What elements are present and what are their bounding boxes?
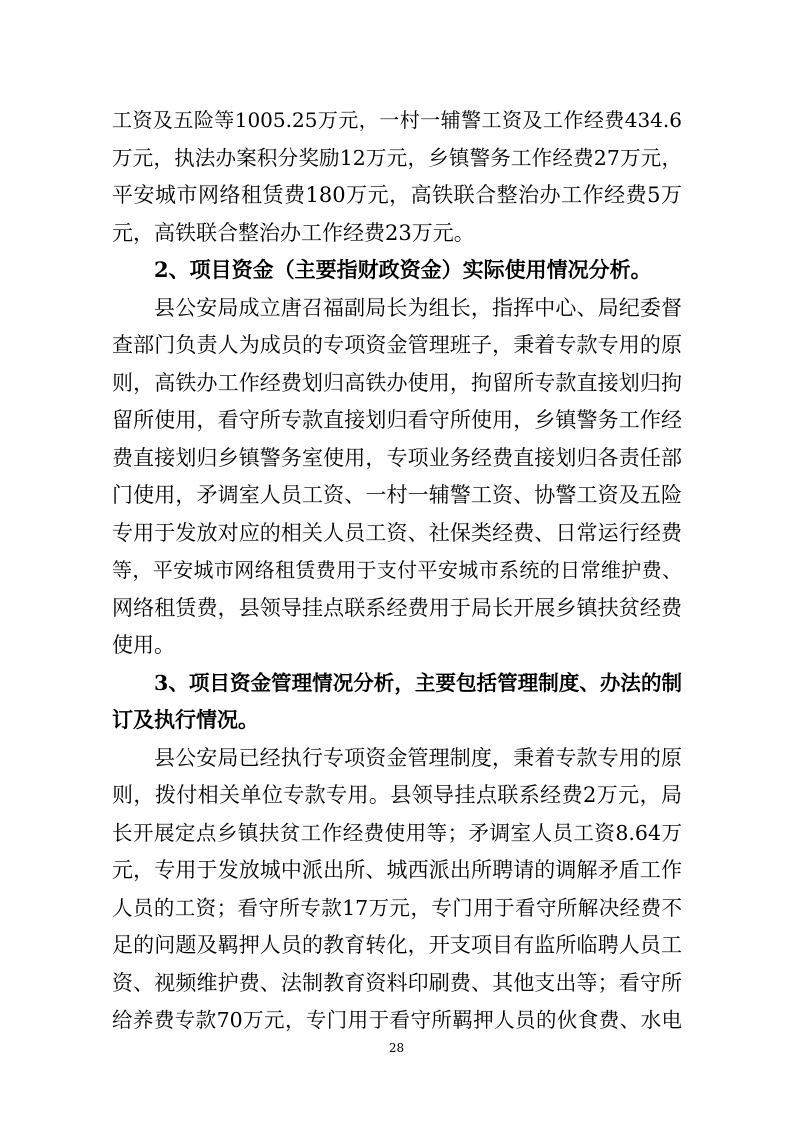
body-line: 网络租赁费，县领导挂点联系经费用于局长开展乡镇扶贫经费 [112,596,682,620]
body-line: 给养费专款70万元，专门用于看守所羁押人员的伙食费、水电 [112,1008,682,1032]
section-heading-3: 3、项目资金管理情况分析，主要包括管理制度、办法的制 [154,671,682,695]
body-line: 元，专用于发放城中派出所、城西派出所聘请的调解矛盾工作 [112,858,682,882]
body-line: 费直接划归乡镇警务室使用，专项业务经费直接划归各责任部 [112,446,682,470]
body-line: 万元，执法办案积分奖励12万元，乡镇警务工作经费27万元， [112,146,682,170]
body-line: 则，拨付相关单位专款专用。县领导挂点联系经费2万元，局 [112,783,682,807]
section-heading-2: 2、项目资金（主要指财政资金）实际使用情况分析。 [154,257,652,282]
body-line: 县公安局成立唐召福副局长为组长，指挥中心、局纪委督 [154,296,682,320]
body-line: 足的问题及羁押人员的教育转化，开支项目有监所临聘人员工 [112,933,682,957]
body-line: 专用于发放对应的相关人员工资、社保类经费、日常运行经费 [112,521,682,545]
body-line: 县公安局已经执行专项资金管理制度，秉着专款专用的原 [154,746,682,770]
body-line: 工资及五险等1005.25万元，一村一辅警工资及工作经费434.6 [112,108,682,132]
body-line: 查部门负责人为成员的专项资金管理班子，秉着专款专用的原 [112,333,682,357]
body-line: 留所使用，看守所专款直接划归看守所使用，乡镇警务工作经 [112,408,682,432]
body-line: 资、视频维护费、法制教育资料印刷费、其他支出等；看守所 [112,971,682,995]
body-line: 长开展定点乡镇扶贫工作经费使用等；矛调室人员工资8.64万 [112,821,682,845]
body-line: 则，高铁办工作经费划归高铁办使用，拘留所专款直接划归拘 [112,371,682,395]
body-line: 等，平安城市网络租赁费用于支付平安城市系统的日常维护费、 [112,558,682,582]
section-heading-3-cont: 订及执行情况。 [112,707,259,732]
body-line: 使用。 [112,633,175,657]
body-line: 门使用，矛调室人员工资、一村一辅警工资、协警工资及五险 [112,483,682,507]
body-line: 平安城市网络租赁费180万元，高铁联合整治办工作经费5万 [112,183,682,207]
body-line: 人员的工资；看守所专款17万元，专门用于看守所解决经费不 [112,896,682,920]
body-line: 元，高铁联合整治办工作经费23万元。 [112,221,475,245]
page-number: 28 [388,1041,405,1055]
